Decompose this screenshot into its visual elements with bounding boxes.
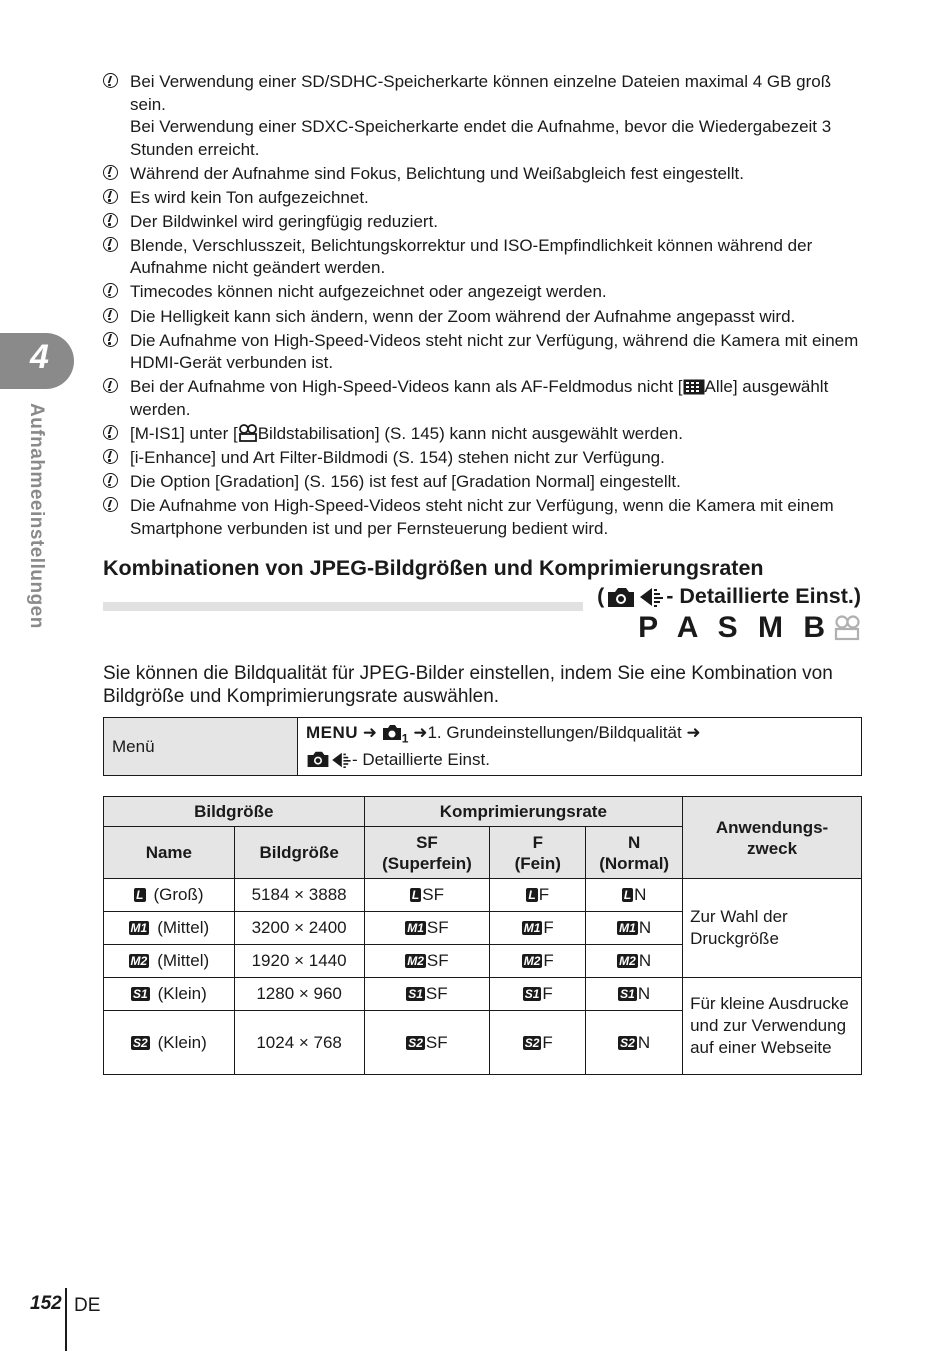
row-f — [490, 945, 586, 978]
caution-icon — [103, 308, 118, 323]
note-item — [103, 71, 863, 161]
arrow-right-icon: ➜ — [686, 723, 701, 742]
row-name — [104, 945, 235, 978]
row-n — [586, 1011, 683, 1075]
row-name — [104, 879, 235, 912]
row-f-text: F — [542, 1032, 553, 1052]
chapter-label: Aufnahmeeinstellungen — [26, 403, 47, 629]
note-text-extra: Bei Verwendung einer SDXC-Speicherkarte endet die Aufnahme, bevor die Wiedergabezeit 3 Stunden erreicht. — [130, 117, 832, 159]
page-number: 152 — [30, 1293, 62, 1314]
note-item — [103, 211, 863, 234]
note-item — [103, 423, 863, 446]
caution-notes — [103, 71, 863, 542]
size-badge-icon: S1 — [524, 987, 540, 1001]
row-sf — [364, 945, 490, 978]
note-text-after: Alle] ausgewählt werden. — [130, 377, 829, 419]
camera-icon — [306, 750, 330, 768]
row-sf — [364, 879, 490, 912]
row-size: 5184 × 3888 — [234, 879, 364, 912]
size-badge-icon: L — [528, 888, 536, 902]
note-text: Die Aufnahme von High-Speed-Videos steht nicht zur Verfügung, während die Kamera mit einem HDMI-Gerät verbunden ist. — [130, 330, 859, 373]
note-text — [130, 423, 863, 446]
row-f — [490, 912, 586, 945]
header-sf-sub: (Superfein) — [382, 853, 472, 873]
size-badge-icon: S1 — [408, 987, 423, 1001]
size-badge-icon: S2 — [524, 1035, 540, 1050]
header-use-text: Anwendungs-zweck — [715, 817, 829, 858]
size-badge-icon: M1 — [130, 921, 148, 935]
language-code: DE — [74, 1295, 101, 1316]
caution-icon — [103, 165, 118, 180]
movie-mode-icon — [833, 615, 861, 641]
header-use — [683, 797, 862, 879]
quality-settings-icon — [638, 587, 664, 607]
note-text: Timecodes können nicht aufgezeichnet oder angezeigt werden. — [130, 282, 607, 302]
menu-path-end: - Detaillierte Einst. — [352, 750, 490, 770]
size-badge-icon: M2 — [407, 954, 424, 968]
menu-label: Menü — [104, 718, 298, 776]
note-item — [103, 376, 863, 421]
note-text-before: Bei der Aufnahme von High-Speed-Videos kann als AF-Feldmodus nicht [ — [130, 377, 683, 397]
row-n — [586, 945, 683, 978]
section-subtitle — [597, 584, 861, 609]
row-n-text: N — [638, 918, 652, 937]
note-text — [130, 376, 863, 421]
row-n — [586, 978, 683, 1011]
subtitle-suffix: - Detaillierte Einst.) — [666, 584, 861, 608]
row-n-text: N — [638, 951, 652, 970]
size-badge-icon: M1 — [619, 921, 636, 935]
chapter-number: 4 — [30, 338, 49, 376]
row-n-text: N — [637, 1032, 651, 1052]
movie-mode-icon — [238, 424, 258, 442]
use-print: Zur Wahl der Druckgröße — [683, 879, 862, 978]
row-name — [104, 912, 235, 945]
jpeg-size-table — [103, 796, 862, 1075]
note-text: Die Aufnahme von High-Speed-Videos steht nicht zur Verfügung, wenn die Kamera mit einem Smartphone verbunden ist und per Fernsteuerung bedient wird. — [130, 496, 834, 538]
header-f-label: F — [532, 832, 543, 852]
caution-icon — [103, 378, 118, 393]
row-f — [490, 1011, 586, 1075]
header-sf-label: SF — [416, 832, 438, 852]
note-text: Blende, Verschlusszeit, Belichtungskorrektur und ISO-Empfindlichkeit können während der Aufnahme nicht geändert werden. — [130, 235, 813, 278]
footer-divider — [65, 1288, 67, 1351]
quality-settings-icon — [330, 752, 352, 768]
note-text: [i-Enhance] und Art Filter-Bildmodi (S. 154) stehen nicht zur Verfügung. — [130, 447, 665, 467]
header-image-size-group: Bildgröße — [104, 797, 365, 827]
header-n-label: N — [628, 832, 641, 852]
size-badge-icon: M1 — [407, 921, 424, 935]
row-size: 3200 × 2400 — [234, 912, 364, 945]
caution-icon — [103, 283, 118, 298]
note-item — [103, 163, 863, 186]
size-badge-icon: S1 — [620, 987, 635, 1001]
row-sf-text: SF — [422, 885, 444, 904]
header-n-sub: (Normal) — [599, 853, 670, 873]
camera-tab-icon — [382, 723, 402, 741]
header-name: Name — [104, 827, 235, 879]
row-name-text: (Mittel) — [157, 951, 210, 970]
caution-icon — [103, 449, 118, 464]
note-item — [103, 235, 863, 280]
section-title: Kombinationen von JPEG-Bildgrößen und Komprimierungsraten — [103, 556, 764, 580]
table-row — [104, 879, 862, 912]
row-name-text: (Klein) — [157, 984, 207, 1003]
row-sf — [364, 912, 490, 945]
row-size: 1024 × 768 — [234, 1011, 364, 1075]
subtitle-prefix: ( — [597, 584, 605, 608]
af-all-targets-icon — [683, 379, 705, 395]
menu-word: MENU — [306, 723, 359, 742]
note-item — [103, 281, 863, 304]
size-badge-icon: S2 — [132, 1035, 148, 1050]
row-n — [586, 879, 683, 912]
arrow-right-icon: ➜ — [362, 723, 378, 742]
caution-icon — [103, 213, 118, 228]
table-row — [104, 978, 862, 1011]
menu-path — [298, 718, 862, 776]
row-n-text: N — [634, 885, 647, 904]
row-size: 1920 × 1440 — [234, 945, 364, 978]
size-badge-icon: L — [623, 888, 632, 902]
caution-icon — [103, 73, 118, 88]
row-name — [104, 978, 235, 1011]
note-text-before: [M-IS1] unter [ — [130, 423, 238, 443]
note-text: Die Helligkeit kann sich ändern, wenn der Zoom während der Aufnahme angepasst wird. — [130, 306, 796, 326]
row-name — [104, 1011, 235, 1075]
note-text: Bei Verwendung einer SD/SDHC-Speicherkarte können einzelne Dateien maximal 4 GB groß sein. — [130, 72, 832, 114]
camera-tab-number: 1 — [401, 731, 409, 746]
caution-icon — [103, 237, 118, 252]
size-badge-icon: M2 — [619, 954, 636, 968]
row-n — [586, 912, 683, 945]
size-badge-icon: L — [411, 888, 420, 902]
header-compression-group: Komprimierungsrate — [364, 797, 683, 827]
row-name-text: (Klein) — [157, 1032, 207, 1052]
note-text: Die Option [Gradation] (S. 156) ist fest auf [Gradation Normal] eingestellt. — [130, 472, 681, 492]
menu-path-text: 1. Grundeinstellungen/Bildqualität — [427, 723, 682, 742]
note-text-after: Bildstabilisation] (S. 145) kann nicht ausgewählt werden. — [257, 423, 683, 443]
size-badge-icon: M2 — [130, 954, 148, 968]
use-web: Für kleine Ausdrucke und zur Verwendung auf einer Webseite — [683, 978, 862, 1075]
row-sf-text: SF — [425, 984, 448, 1003]
caution-icon — [103, 332, 118, 347]
mode-letters: P A S M B — [638, 611, 831, 644]
caution-icon — [103, 189, 118, 204]
size-badge-icon: M2 — [523, 954, 541, 968]
header-f-sub: (Fein) — [514, 853, 561, 873]
note-text: Der Bildwinkel wird geringfügig reduziert. — [130, 211, 439, 231]
heading-bar — [103, 602, 583, 611]
header-sf — [364, 827, 490, 879]
arrow-right-icon: ➜ — [413, 723, 428, 742]
size-badge-icon: L — [136, 888, 144, 902]
row-sf — [364, 1011, 490, 1075]
row-f-text: F — [543, 918, 554, 937]
size-badge-icon: S1 — [132, 987, 148, 1001]
note-item — [103, 187, 863, 210]
row-f-text: F — [542, 984, 553, 1003]
header-size: Bildgröße — [234, 827, 364, 879]
row-f-text: F — [543, 951, 554, 970]
size-badge-icon: M1 — [523, 921, 541, 935]
size-badge-icon: S2 — [408, 1035, 423, 1050]
note-item — [103, 306, 863, 329]
row-f — [490, 978, 586, 1011]
row-f-text: F — [538, 885, 550, 904]
caution-icon — [103, 473, 118, 488]
row-sf-text: SF — [425, 1032, 448, 1052]
note-item — [103, 471, 863, 494]
shooting-modes — [638, 611, 861, 645]
header-f — [490, 827, 586, 879]
row-sf — [364, 978, 490, 1011]
camera-icon — [606, 586, 636, 608]
note-text: Es wird kein Ton aufgezeichnet. — [130, 187, 369, 207]
row-f — [490, 879, 586, 912]
row-sf-text: SF — [426, 918, 449, 937]
header-n — [586, 827, 683, 879]
note-item — [103, 447, 863, 470]
row-n-text: N — [637, 984, 651, 1003]
row-name-text: (Groß) — [153, 885, 204, 904]
note-text: Während der Aufnahme sind Fokus, Belichtung und Weißabgleich fest eingestellt. — [130, 163, 744, 183]
size-badge-icon: S2 — [620, 1035, 635, 1050]
caution-icon — [103, 425, 118, 440]
note-item — [103, 495, 863, 540]
row-name-text: (Mittel) — [157, 918, 210, 937]
caution-icon — [103, 497, 118, 512]
menu-path-table — [103, 717, 862, 776]
intro-text: Sie können die Bildqualität für JPEG-Bilder einstellen, indem Sie eine Kombination von Bildgröße und Komprimierungsrate auswählen. — [103, 663, 833, 707]
row-sf-text: SF — [426, 951, 449, 970]
note-item — [103, 330, 863, 375]
row-size: 1280 × 960 — [234, 978, 364, 1011]
